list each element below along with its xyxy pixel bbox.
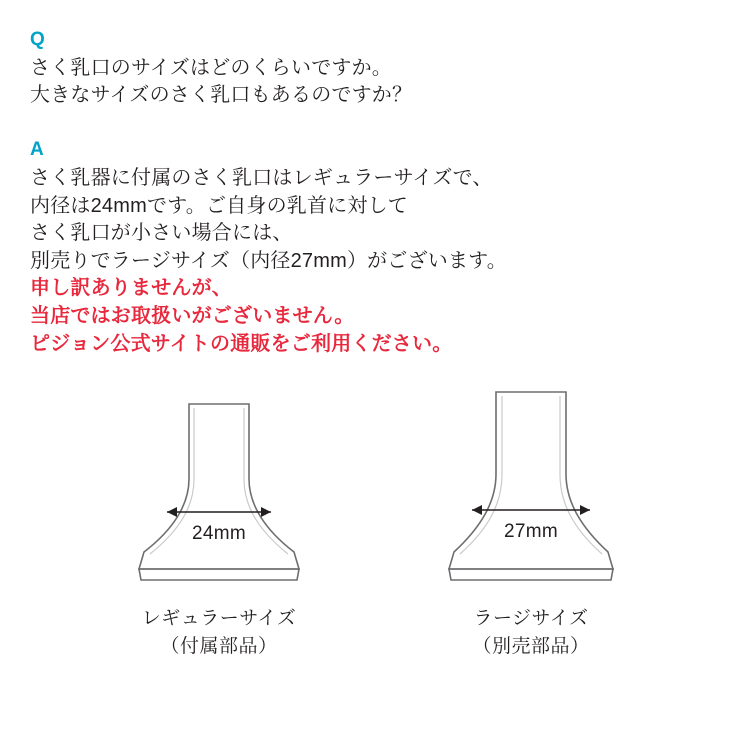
answer-line: 別売りでラージサイズ（内径27mm）がございます。 bbox=[30, 249, 507, 272]
figure-caption bbox=[94, 605, 344, 660]
dimension-label: 24mm bbox=[192, 523, 246, 545]
regular-funnel-diagram bbox=[94, 384, 344, 599]
figure-large-size bbox=[406, 384, 656, 660]
dimension-label: 27mm bbox=[504, 521, 558, 543]
figure-caption-line1: レギュラーサイズ bbox=[141, 608, 297, 630]
figure-area bbox=[30, 384, 720, 657]
figure-caption-line1: ラージサイズ bbox=[473, 608, 589, 630]
question-line: 大きなサイズのさく乳口もあるのですか？ bbox=[30, 84, 413, 107]
answer-text bbox=[30, 165, 720, 358]
question-line: さく乳口のサイズはどのくらいですか。 bbox=[30, 56, 392, 79]
answer-line: さく乳口が小さい場合には、 bbox=[30, 222, 293, 245]
answer-marker: A bbox=[30, 139, 45, 161]
funnel-inner-edge bbox=[244, 408, 288, 554]
dimension-arrow-head-right bbox=[261, 507, 271, 517]
large-funnel-diagram bbox=[406, 384, 656, 599]
figure-caption-line2: （付属部品） bbox=[160, 635, 278, 657]
notice-line: 申し訳ありませんが、 bbox=[30, 277, 232, 300]
notice-line: 当店ではお取扱いがございません。 bbox=[30, 304, 355, 327]
figure-caption-line2: （別売部品） bbox=[472, 635, 590, 657]
funnel-outline bbox=[139, 404, 299, 569]
question-block bbox=[30, 30, 720, 110]
funnel-outline bbox=[449, 392, 613, 569]
figure-regular-size bbox=[94, 384, 344, 660]
funnel-base-rim bbox=[139, 569, 299, 580]
funnel-base-rim bbox=[449, 569, 613, 580]
figure-caption bbox=[406, 605, 656, 660]
answer-line: さく乳器に付属のさく乳口はレギュラーサイズで、 bbox=[30, 166, 493, 189]
answer-line: 内径は24mmです。ご自身の乳首に対して bbox=[30, 194, 408, 217]
dimension-arrow-head-left bbox=[167, 507, 177, 517]
question-text bbox=[30, 55, 720, 110]
notice-line: ピジョン公式サイトの通販をご利用ください。 bbox=[30, 332, 453, 355]
figure-row bbox=[30, 384, 720, 660]
funnel-inner-edge bbox=[150, 408, 194, 554]
question-marker: Q bbox=[30, 29, 46, 50]
dimension-arrow-head-right bbox=[580, 505, 590, 515]
answer-block bbox=[30, 140, 720, 358]
dimension-arrow-head-left bbox=[472, 505, 482, 515]
